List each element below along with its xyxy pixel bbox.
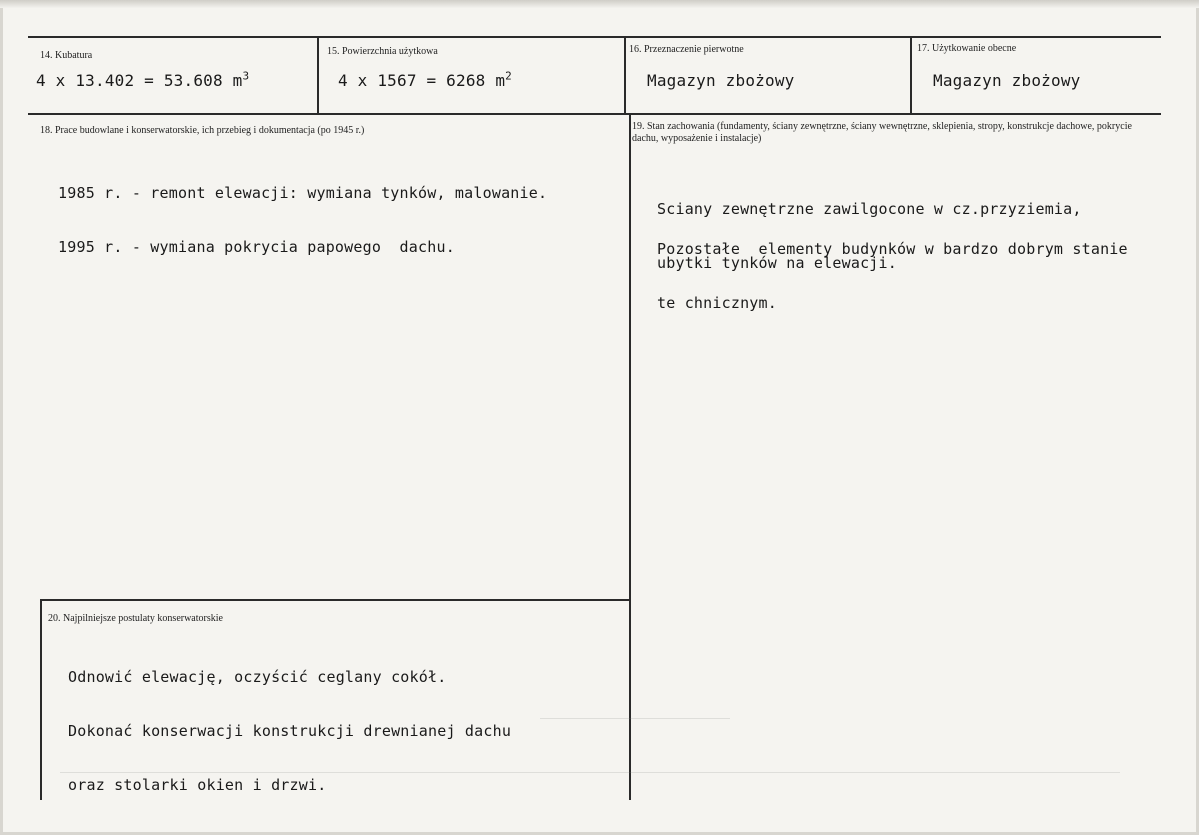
field-14-label: 14. Kubatura: [40, 50, 93, 61]
field-14-text: 4 x 13.402 = 53.608 m: [36, 71, 243, 90]
field-16-label: 16. Przeznaczenie pierwotne: [629, 44, 744, 55]
field-20-label: 20. Najpilniejsze postulaty konserwatorskie: [48, 613, 223, 624]
field-19-label: 19. Stan zachowania (fundamenty, ściany zewnętrzne, ściany wewnętrzne, sklepienia, stropy, konstrukcje dachowe, pokrycie dachu, wyposażenie i instalacje): [632, 121, 1132, 144]
divider-14-15: [317, 37, 319, 114]
field-19-line: ubytki tynków na elewacji.: [657, 254, 897, 272]
field-15-label: 15. Powierzchnia użytkowa: [327, 46, 438, 57]
field-14-unit-sup: 3: [242, 69, 250, 83]
field-16-value: Magazyn zbożowy: [647, 71, 795, 90]
field-18-label: 18. Prace budowlane i konserwatorskie, ich przebieg i dokumentacja (po 1945 r.): [40, 125, 365, 136]
divider-main-vertical: [629, 114, 631, 800]
field-18-line: 1985 r. - remont elewacji: wymiana tynków, malowanie.: [58, 184, 548, 202]
field-19-line: te chnicznym.: [657, 294, 777, 312]
field-14-value: [36, 69, 250, 90]
field-17-label: 17. Użytkowanie obecne: [917, 43, 1017, 54]
field-20-line: Odnowić elewację, oczyścić ceglany cokół.: [68, 668, 447, 686]
divider-15-16: [624, 37, 626, 114]
divider-16-17: [910, 37, 912, 114]
field-15-text: 4 x 1567 = 6268 m: [338, 71, 506, 90]
field-20-line: Dokonać konserwacji konstrukcji drewnianej dachu: [68, 722, 512, 740]
section-20-left-rule: [40, 600, 42, 800]
field-20-text: [68, 632, 511, 830]
field-19-line: Pozostałe elementy budynków w bardzo dobrym stanie: [657, 240, 1128, 258]
field-19-text-b: [657, 204, 1128, 348]
field-19-line: Sciany zewnętrzne zawilgocone w cz.przyziemia,: [657, 200, 1082, 218]
card-top-edge: [0, 0, 1199, 8]
section-20-top-rule: [40, 599, 630, 601]
field-17-value: Magazyn zbożowy: [933, 71, 1081, 90]
top-rule: [28, 36, 1161, 38]
row1-bottom-rule: [28, 113, 1161, 115]
field-15-value: [338, 69, 512, 90]
field-18-text: [58, 148, 547, 292]
field-15-unit-sup: 2: [505, 69, 512, 83]
field-20-line: oraz stolarki okien i drzwi.: [68, 776, 327, 794]
faint-mark: [540, 718, 730, 719]
field-18-line: 1995 r. - wymiana pokrycia papowego dachu.: [58, 238, 455, 256]
